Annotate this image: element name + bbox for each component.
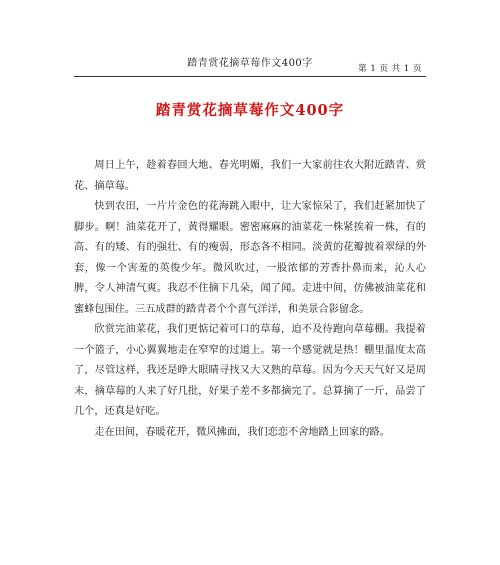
document-body bbox=[74, 156, 426, 443]
page-number: 第 1 页 共 1 页 bbox=[358, 64, 422, 74]
paragraph: 快到农田，一片片金色的花海跳入眼中，让大家惊呆了，我们赶紧加快了脚步。啊！油菜花开了，黄得耀眼。密密麻麻的油菜花一株紧挨着一株，有的高、有的矮、有的强壮、有的瘦弱，形态各不相同。淡黄的花瓣披着翠绿的外套，像一个害羞的英俊少年。微风吹过，一股浓郁的芳香扑鼻而来，沁人心脾，令人神清气爽。我忍不住摘下几朵，闻了闻。走进中间，仿佛被油菜花和蜜蜂包围住。三五成群的踏青者个个喜气洋洋，和美景合影留念。 bbox=[74, 201, 426, 315]
header-title: 踏青赏花摘草莓作文400字 bbox=[187, 58, 313, 69]
paragraph: 走在田间，春暖花开，微风拂面，我们恋恋不舍地踏上回家的路。 bbox=[94, 426, 390, 438]
header-divider bbox=[74, 76, 426, 77]
document-title: 踏青赏花摘草莓作文400字 bbox=[155, 102, 345, 119]
paragraph: 周日上午，趁着春回大地、春光明媚，我们一大家前往农大附近踏青、赏花、摘草莓。 bbox=[74, 160, 426, 192]
page-header bbox=[0, 0, 500, 80]
paragraph: 欣赏完油菜花，我们更惦记着可口的草莓，迫不及待跑向草莓棚。我提着一个篮子，小心翼翼地走在窄窄的过道上。第一个感觉就是热！棚里温度太高了，尽管这样，我还是睁大眼睛寻找又大又熟的草莓。因为今天天气好又是周末，摘草莓的人来了好几批，好果子差不多都摘完了。总算摘了一斤，品尝了几个，还真是好吃。 bbox=[74, 324, 426, 417]
